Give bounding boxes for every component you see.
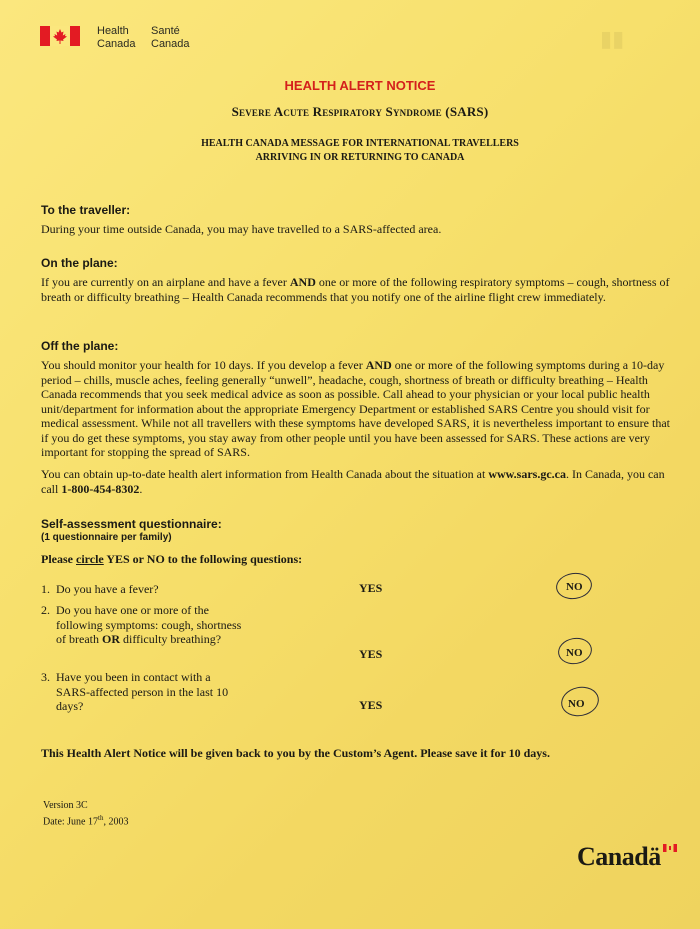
plane-text: If you are currently on an airplane and have a fever AND one or more of the following respiratory symptoms – cough, shortness of breath or difficulty breathing – Health Canada recommends that you notify one of the airline flight crew immediately.	[41, 275, 670, 304]
plane-heading: On the plane:	[41, 256, 118, 270]
question-2-no-option[interactable]: NO	[566, 647, 583, 659]
canada-wordmark-logo: Canadä	[577, 842, 661, 871]
page-subtitle: Severe Acute Respiratory Syndrome (SARS)	[231, 104, 489, 119]
question-1-yes-option[interactable]: YES	[359, 581, 383, 595]
question-1-no-option[interactable]: NO	[566, 581, 583, 593]
canada-flag-icon	[40, 26, 80, 46]
page-title: HEALTH ALERT NOTICE	[284, 78, 436, 93]
wordmark-flag-icon	[663, 844, 677, 852]
question-3-yes-option[interactable]: YES	[359, 698, 383, 712]
off-plane-heading: Off the plane:	[41, 339, 119, 353]
question-2-yes-option[interactable]: YES	[359, 647, 383, 661]
show-through-ghost: ▮▮	[600, 26, 625, 51]
message-heading: HEALTH CANADA MESSAGE FOR INTERNATIONAL TRAVELLERS ARRIVING IN OR RETURNING TO CANADA	[201, 138, 519, 163]
question-1: 1. Do you have a fever?	[41, 582, 159, 596]
traveller-text: During your time outside Canada, you may have travelled to a SARS-affected area.	[41, 222, 442, 236]
questionnaire-instruction: Please circle YES or NO to the following questions:	[41, 552, 303, 566]
department-name-english: Health Canada	[97, 25, 136, 50]
return-notice: This Health Alert Notice will be given back to you by the Custom’s Agent. Please save it for 10 days.	[41, 746, 550, 760]
department-name-french: Santé Canada	[151, 25, 190, 50]
hand-drawn-circle-icon	[556, 635, 594, 667]
questionnaire-heading: Self-assessment questionnaire:	[41, 517, 222, 531]
hand-drawn-circle-icon	[554, 571, 593, 602]
traveller-heading: To the traveller:	[41, 203, 131, 217]
hand-drawn-circle-icon	[558, 683, 601, 719]
hotline-number: 1-800-454-8302	[61, 481, 140, 496]
question-2: 2. Do you have one or more of the following symptoms: cough, shortness of breath OR difficulty breathing?	[41, 603, 242, 646]
info-text: You can obtain up-to-date health alert information from Health Canada about the situation at www.sars.gc.ca. In Canada, you can call 1-800-454-8302.	[41, 467, 665, 496]
question-3-no-option[interactable]: NO	[568, 698, 585, 710]
question-3: 3. Have you been in contact with a SARS-affected person in the last 10 days?	[41, 670, 229, 713]
questionnaire-subheading: (1 questionnaire per family)	[41, 532, 172, 543]
off-plane-text: You should monitor your health for 10 days. If you develop a fever AND one or more of the following symptoms during a 10-day period – chills, muscle aches, feeling generally “unwell”, headache, cough, shortness of breath or difficulty breathing – Health Canada recommends that you seek medical advice as soon as possible. Call ahead to your physician or your local public health unit/department for information about the appropriate Emergency Department or established SARS Centre you should visit for medical assessment. While not all travellers with these symptoms have developed SARS, it is nevertheless important to ensure that if you do get these symptoms, you stay away from other people until you have been assessed for SARS. These actions are very important for stopping the spread of SARS.	[41, 358, 670, 459]
sars-website-link[interactable]: www.sars.gc.ca	[488, 467, 566, 481]
version-info: Version 3C Date: June 17th, 2003	[43, 800, 129, 828]
